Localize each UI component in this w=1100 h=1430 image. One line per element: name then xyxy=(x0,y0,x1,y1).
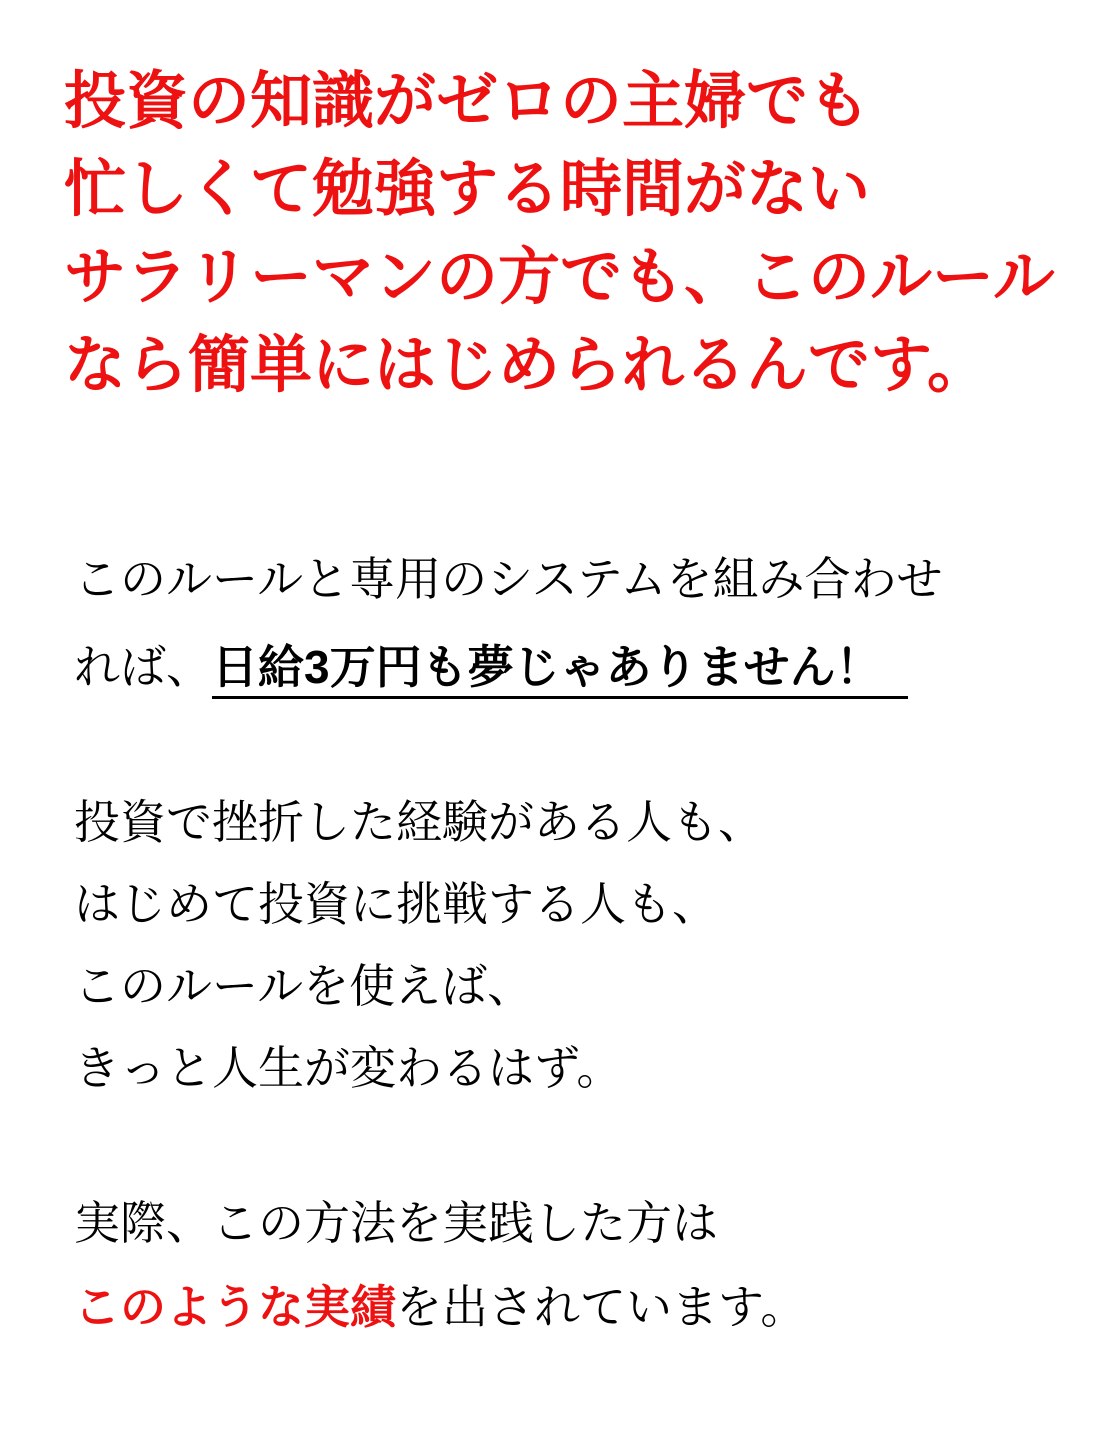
headline-line-4: なら簡単にはじめられるんです。 xyxy=(64,331,990,400)
paragraph-experience-line-2: はじめて投資に挑戦する人も、 xyxy=(74,878,718,930)
paragraph-results-line-1: 実際、この方法を実践した方は xyxy=(74,1197,718,1249)
headline xyxy=(64,58,1100,410)
paragraph-system-combo xyxy=(74,535,1100,711)
headline-line-1: 投資の知識がゼロの主婦でも xyxy=(64,67,871,136)
results-emphasis-red: このような実績 xyxy=(74,1281,396,1333)
paragraph-experience xyxy=(74,781,1100,1109)
paragraph-experience-line-3: このルールを使えば、 xyxy=(74,960,534,1012)
headline-line-2: 忙しくて勉強する時間がない xyxy=(64,155,871,224)
paragraph-results-line-2-suffix: を出されています。 xyxy=(396,1281,807,1333)
headline-line-3: サラリーマンの方でも、このルール xyxy=(64,243,1055,312)
paragraph-experience-line-1: 投資で挫折した経験がある人も、 xyxy=(74,796,764,848)
paragraph-experience-line-4: きっと人生が変わるはず。 xyxy=(74,1042,623,1094)
paragraph-system-line-2-prefix: れば、 xyxy=(74,641,212,693)
paragraph-results xyxy=(74,1181,1100,1349)
daily-income-emphasis-underlined: 日給3万円も夢じゃありません！ xyxy=(212,641,908,699)
paragraph-system-line-1: このルールと専用のシステムを組み合わせ xyxy=(74,553,943,605)
